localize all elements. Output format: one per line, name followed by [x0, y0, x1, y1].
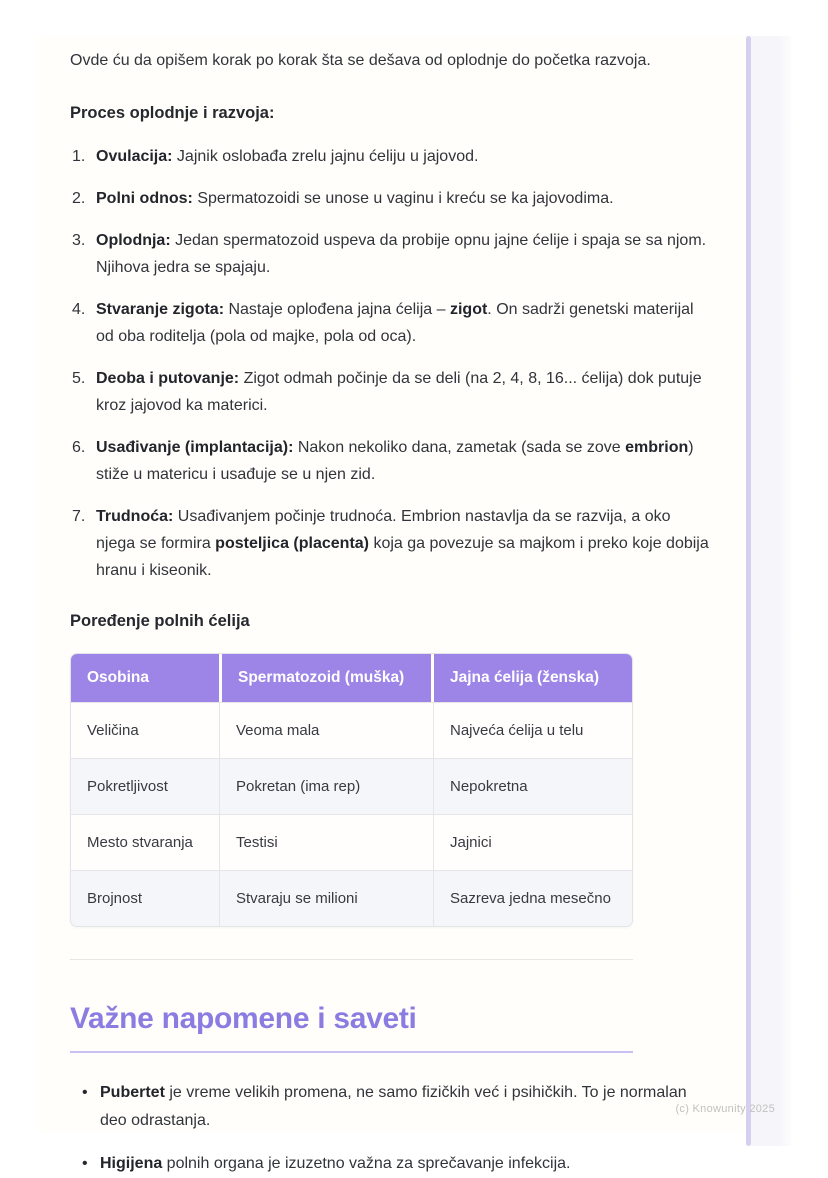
- document-page: [36, 36, 748, 1172]
- step-term: Ovulacija:: [96, 148, 173, 165]
- section-heading-comparison: Poređenje polnih ćelija: [70, 612, 250, 630]
- list-item-pubertet: [70, 1079, 700, 1135]
- step-text: Spermatozoidi se unose u vaginu i kreću se ka jajovodima.: [192, 190, 614, 207]
- list-item-trudnoca: [70, 503, 710, 584]
- step-text: Jedan spermatozoid uspeva da probije opnu jajne ćelije i spaja se sa njom. Njihova jedra se spajaju.: [96, 232, 707, 276]
- list-item-deoba-putovanje: [70, 365, 710, 419]
- list-item-number: 7.: [72, 508, 86, 525]
- step-text: Zigot odmah počinje da se deli (na 2, 4, 8, 16... ćelija) dok putuje kroz jajovod ka materici.: [96, 370, 702, 414]
- step-text: . On sadrži genetski materijal od oba roditelja (pola od majke, pola od oca).: [96, 301, 694, 345]
- table-cell: Veličina: [87, 722, 139, 739]
- vertical-scrollbar[interactable]: [746, 36, 751, 1146]
- step-term: Stvaranje zigota:: [96, 301, 225, 318]
- table-cell: Sazreva jedna mesečno: [433, 871, 631, 926]
- copyright-watermark: (c) Knowunity 2025: [675, 1103, 775, 1115]
- step-term-inline: posteljica (placenta): [215, 535, 369, 552]
- table-cell: Pokretan (ima rep): [219, 759, 433, 814]
- note-text: je vreme velikih promena, ne samo fizičkih već i psihičkih. To je normalan deo odrastanja.: [100, 1084, 687, 1129]
- note-term: Pubertet: [100, 1084, 165, 1101]
- table-cell: Veoma mala: [219, 703, 433, 758]
- table-cell: Testisi: [219, 815, 433, 870]
- table-header-osobina: Osobina: [87, 669, 150, 686]
- table-row: [71, 814, 632, 870]
- table-row: [71, 870, 632, 926]
- table-cell: Brojnost: [87, 890, 143, 907]
- step-text: ) stiže u matericu i usađuje se u njen zid.: [96, 439, 694, 483]
- step-text: Jajnik oslobađa zrelu jajnu ćeliju u jajovod.: [172, 148, 479, 165]
- note-term: Higijena: [100, 1155, 163, 1172]
- step-term: Deoba i putovanje:: [96, 370, 240, 387]
- heading-underline: [70, 1051, 633, 1053]
- list-item-oplodnja: [70, 227, 710, 281]
- table-cell: Nepokretna: [433, 759, 631, 814]
- table-cell: Najveća ćelija u telu: [433, 703, 631, 758]
- step-term-inline: embrion: [625, 439, 689, 456]
- list-item-number: 4.: [72, 301, 86, 318]
- step-term: Trudnoća:: [96, 508, 174, 525]
- notes-bullet-list: [70, 1079, 720, 1178]
- list-item-number: 6.: [72, 439, 86, 456]
- section-heading-process: Proces oplodnje i razvoja:: [70, 104, 275, 122]
- table-header-jajna-celija: Jajna ćelija (ženska): [431, 654, 631, 702]
- note-text: polnih organa je izuzetno važna za sprečavanje infekcija.: [162, 1155, 571, 1172]
- intro-paragraph: Ovde ću da opišem korak po korak šta se dešava od oplodnje do početka razvoja.: [70, 52, 651, 69]
- list-item-number: 1.: [72, 148, 86, 165]
- list-item-stvaranje-zigota: [70, 296, 710, 350]
- table-cell: Pokretljivost: [87, 778, 168, 795]
- list-item-polni-odnos: [70, 185, 710, 212]
- list-item-ovulacija: [70, 143, 710, 170]
- table-row: [71, 702, 632, 758]
- step-text: Nakon nekoliko dana, zametak (sada se zove: [293, 439, 626, 456]
- page-title-notes: Važne napomene i saveti: [70, 1002, 417, 1035]
- list-item-usadjivanje: [70, 434, 710, 488]
- list-item-number: 5.: [72, 370, 86, 387]
- step-term-inline: zigot: [449, 301, 488, 318]
- process-steps-list: [70, 143, 720, 584]
- table-cell: Mesto stvaranja: [87, 834, 193, 851]
- section-divider: [70, 959, 633, 960]
- step-term: Oplodnja:: [96, 232, 171, 249]
- list-item-higijena: [70, 1150, 700, 1178]
- step-text: koja ga povezuje sa majkom i preko koje dobija hranu i kiseonik.: [96, 535, 709, 579]
- table-row: [71, 758, 632, 814]
- list-item-number: 2.: [72, 190, 86, 207]
- step-text: Nastaje oplođena jajna ćelija –: [224, 301, 450, 318]
- list-item-number: 3.: [72, 232, 86, 249]
- page-right-gutter: [751, 36, 791, 1146]
- step-text: Usađivanjem počinje trudnoća. Embrion nastavlja da se razvija, a oko njega se formira: [96, 508, 671, 552]
- step-term: Usađivanje (implantacija):: [96, 439, 294, 456]
- step-term: Polni odnos:: [96, 190, 193, 207]
- table-header-spermatozoid: Spermatozoid (muška): [219, 654, 431, 702]
- table-cell: Stvaraju se milioni: [219, 871, 433, 926]
- comparison-table: [70, 653, 633, 927]
- table-cell: Jajnici: [433, 815, 631, 870]
- table-header-row: [71, 654, 632, 702]
